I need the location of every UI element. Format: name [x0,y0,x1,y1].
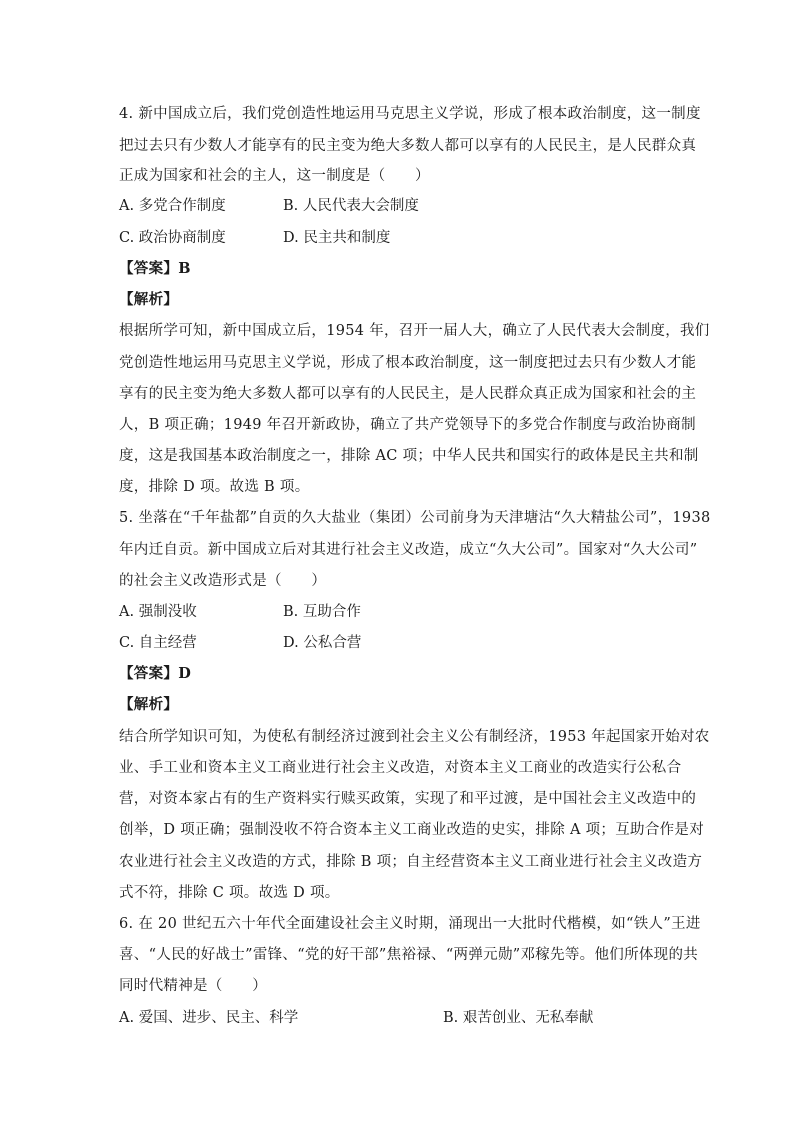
q5-analysis-label: 【解析】 [119,696,179,713]
q5-analysis-line-4: 创举，D 项正确；强制没收不符合资本主义工商业改造的史实，排除 A 项；互助合作是对 [119,822,705,838]
q4-answer: 【答案】B [119,260,191,277]
q5-analysis-line-2: 业、手工业和资本主义工商业进行社会主义改造，对资本主义工商业的改造实行公私合 [119,760,682,776]
q6-stem-line-2: 喜、“人民的好战士”雷锋、“党的好干部”焦裕禄、“两弹元勋”邓稼先等。他们所体现的共 [119,947,699,963]
q4-option-c: C. 政治协商制度 [119,230,226,246]
q4-analysis-line-1: 根据所学可知，新中国成立后，1954 年，召开一届人大，确立了人民代表大会制度，我们 [119,323,710,339]
q4-option-d: D. 民主共和制度 [283,230,391,246]
q4-option-b: B. 人民代表大会制度 [283,198,419,214]
q4-analysis-line-5: 度，这是我国基本政治制度之一，排除 AC 项；中华人民共和国实行的政体是民主共和制 [119,448,699,464]
q4-stem-line-2: 把过去只有少数人才能享有的民主变为绝大多数人都可以享有的人民民主，是人民群众真 [119,138,697,154]
q4-option-a: A. 多党合作制度 [119,198,226,214]
q5-option-d: D. 公私合营 [283,635,362,651]
q4-analysis-line-2: 党创造性地运用马克思主义学说，形成了根本政治制度，这一制度把过去只有少数人才能 [119,355,697,371]
q5-stem-line-3: 的社会主义改造形式是（ ） [119,573,327,589]
q6-option-a: A. 爱国、进步、民主、科学 [119,1010,299,1026]
q5-stem-line-1: 5. 坐落在“千年盐都”自贡的久大盐业（集团）公司前身为天津塘沽“久大精盐公司”，1938 [119,510,711,526]
q5-stem-line-2: 年内迁自贡。新中国成立后对其进行社会主义改造，成立“久大公司”。国家对“久大公司” [119,542,698,558]
q4-stem-line-1: 4. 新中国成立后，我们党创造性地运用马克思主义学说，形成了根本政治制度，这一制度 [119,106,701,122]
q5-analysis-line-3: 营，对资本家占有的生产资料实行赎买政策，实现了和平过渡，是中国社会主义改造中的 [119,791,697,807]
q5-answer: 【答案】D [119,665,192,682]
q4-stem-line-3: 正成为国家和社会的主人，这一制度是（ ） [119,168,430,184]
q4-analysis-line-6: 度，排除 D 项。故选 B 项。 [119,479,310,495]
q6-option-b: B. 艰苦创业、无私奉献 [443,1010,594,1026]
q5-option-a: A. 强制没收 [119,604,197,620]
q4-analysis-label: 【解析】 [119,291,179,308]
q6-stem-line-1: 6. 在 20 世纪五六十年代全面建设社会主义时期，涌现出一大批时代楷模，如“铁人”王进 [119,916,701,932]
q5-option-c: C. 自主经营 [119,635,197,651]
q6-stem-line-3: 同时代精神是（ ） [119,978,267,994]
q5-analysis-line-6: 式不符，排除 C 项。故选 D 项。 [119,885,340,901]
q4-analysis-line-3: 享有的民主变为绝大多数人都可以享有的人民民主，是人民群众真正成为国家和社会的主 [119,386,697,402]
q4-analysis-line-4: 人，B 项正确；1949 年召开新政协，确立了共产党领导下的多党合作制度与政治协商制 [119,417,696,433]
q5-option-b: B. 互助合作 [283,604,361,620]
q5-analysis-line-1: 结合所学知识可知，为使私有制经济过渡到社会主义公有制经济，1953 年起国家开始对农 [119,729,710,745]
q5-analysis-line-5: 农业进行社会主义改造的方式，排除 B 项；自主经营资本主义工商业进行社会主义改造方 [119,854,703,870]
